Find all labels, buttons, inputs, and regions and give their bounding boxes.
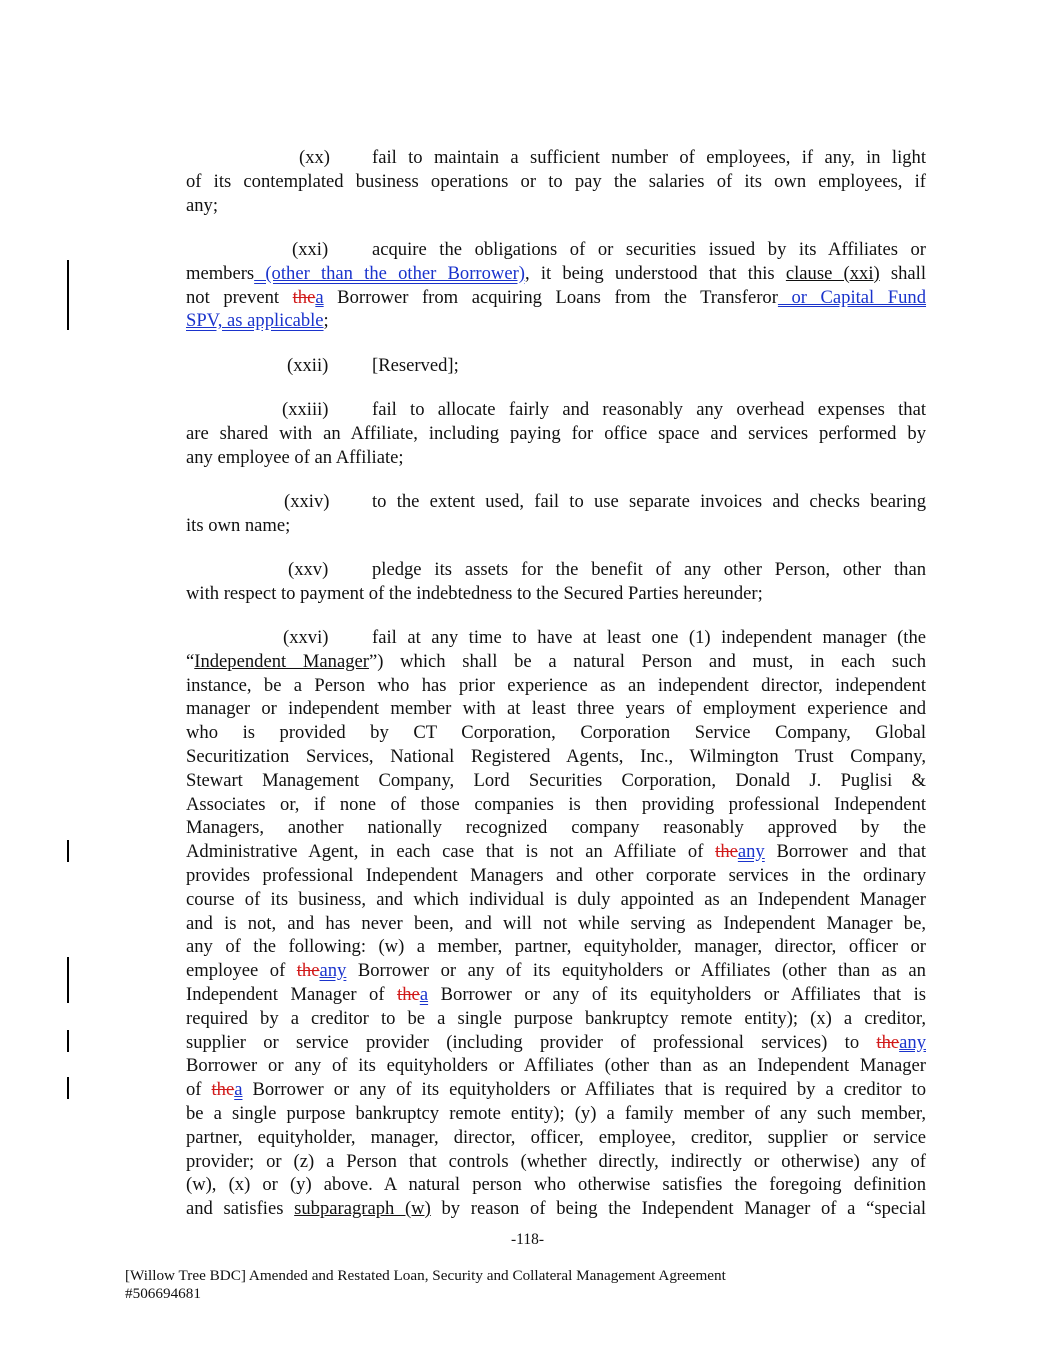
clause-text: Borrower and that bbox=[764, 841, 926, 863]
clause-text: Borrower or any of its equityholders or Affiliates that is bbox=[428, 983, 926, 1005]
change-bar bbox=[67, 260, 69, 330]
clause-text: supplier or service provider (including provider of professional services) to bbox=[186, 1031, 877, 1053]
clause-text: its own name; bbox=[186, 514, 291, 536]
clause-reference: subparagraph (w) bbox=[294, 1198, 431, 1220]
clause-text: of its contemplated business operations or to pay the salaries of its own employees, if bbox=[186, 170, 926, 192]
clause-text: members bbox=[186, 262, 255, 284]
deleted-text: the bbox=[397, 983, 420, 1005]
clause-text: of bbox=[186, 1079, 212, 1101]
clause-xxvi bbox=[186, 626, 926, 1221]
clause-text: provider; or (z) a Person that controls (whether directly, indirectly or otherwise) any of bbox=[186, 1150, 926, 1172]
defined-term: Independent Manager bbox=[194, 650, 369, 672]
clause-text: Administrative Agent, in each case that is not an Affiliate of bbox=[186, 841, 716, 863]
clause-reference: clause (xxi) bbox=[785, 262, 880, 284]
clause-text: instance, be a Person who has prior experience as an independent director, independent bbox=[186, 674, 926, 696]
clause-number: (xx) bbox=[299, 147, 330, 168]
inserted-text: any bbox=[899, 1031, 926, 1053]
clause-xx bbox=[186, 146, 926, 217]
footer bbox=[125, 1267, 726, 1303]
clause-xxiv bbox=[186, 490, 926, 538]
clause-text: Borrower or any of its equityholders or Affiliates that is required by a creditor to bbox=[242, 1079, 927, 1101]
clause-number: (xxiv) bbox=[284, 491, 330, 512]
clause-xxiii bbox=[186, 398, 926, 469]
clause-text: required by a creditor to be a single purpose bankruptcy remote entity); (x) a creditor, bbox=[186, 1007, 926, 1029]
clause-text: be a single purpose bankruptcy remote entity); (y) a family member of any such member, bbox=[186, 1102, 926, 1124]
clause-text: provides professional Independent Managers and other corporate services in the ordinary bbox=[186, 864, 926, 886]
clause-text: and is not, and has never been, and will not while serving as Independent Manager be, bbox=[186, 912, 926, 934]
clause-text: partner, equityholder, manager, director, officer, employee, creditor, supplier or service bbox=[186, 1126, 926, 1148]
clause-text: course of its business, and which individual is duly appointed as an Independent Manager bbox=[186, 888, 926, 910]
footer-doc-id: #506694681 bbox=[125, 1285, 201, 1302]
clause-text: fail to maintain a sufficient number of employees, if any, in light bbox=[372, 147, 926, 168]
clause-text: “ bbox=[186, 650, 195, 672]
change-bar bbox=[67, 1077, 69, 1099]
change-bar bbox=[67, 1030, 69, 1052]
page-number: -118- bbox=[511, 1231, 544, 1248]
clause-number: (xxiii) bbox=[282, 399, 329, 420]
clause-text: not prevent bbox=[186, 286, 293, 308]
clause-text: shall bbox=[879, 262, 927, 284]
inserted-text: (other than the other Borrower) bbox=[254, 262, 525, 284]
inserted-text: a bbox=[419, 983, 429, 1005]
clause-text: Borrower or any of its equityholders or Affiliates (other than as an Independent Manager bbox=[186, 1055, 926, 1077]
deleted-text: the bbox=[292, 286, 316, 308]
clause-xxv bbox=[186, 558, 926, 606]
clause-text: with respect to payment of the indebtedness to the Secured Parties hereunder; bbox=[186, 582, 763, 604]
inserted-text: or Capital Fund bbox=[777, 286, 927, 308]
inserted-text: a bbox=[234, 1079, 243, 1101]
clause-text: any; bbox=[186, 194, 219, 216]
clause-text: ; bbox=[323, 310, 329, 332]
clause-text: who is provided by CT Corporation, Corporation Service Company, Global bbox=[186, 722, 926, 744]
clause-text: Associates or, if none of those companies is then providing professional Independent bbox=[186, 793, 926, 815]
clause-text: employee of bbox=[186, 960, 297, 982]
clause-text: by reason of being the Independent Manager of a “special bbox=[430, 1198, 926, 1220]
clause-text: Securitization Services, National Registered Agents, Inc., Wilmington Trust Company, bbox=[186, 745, 926, 767]
clause-number: (xxvi) bbox=[283, 627, 329, 648]
clause-text: pledge its assets for the benefit of any other Person, other than bbox=[372, 559, 926, 580]
clause-number: (xxi) bbox=[292, 239, 329, 260]
clause-text: to the extent used, fail to use separate invoices and checks bearing bbox=[372, 491, 926, 512]
clause-text: and satisfies bbox=[186, 1198, 295, 1220]
change-bar bbox=[67, 840, 69, 862]
clause-text: ”) which shall be a natural Person and must, in each such bbox=[368, 650, 927, 672]
clause-number: (xxv) bbox=[288, 559, 329, 580]
inserted-text: SPV, as applicable bbox=[186, 310, 324, 332]
clause-text: (w), (x) or (y) above. A natural person who otherwise satisfies the foregoing definition bbox=[186, 1174, 926, 1196]
clause-text: , it being understood that this bbox=[524, 262, 786, 284]
deleted-text: the bbox=[715, 841, 738, 863]
clause-text: fail at any time to have at least one (1) independent manager (the bbox=[372, 627, 926, 648]
clause-text: Independent Manager of bbox=[186, 983, 398, 1005]
clause-text: [Reserved]; bbox=[372, 355, 459, 376]
deleted-text: the bbox=[211, 1079, 235, 1101]
deleted-text: the bbox=[876, 1031, 900, 1053]
clause-text: manager or independent member with at least three years of employment experience and bbox=[186, 698, 926, 720]
clause-number: (xxii) bbox=[287, 355, 329, 376]
clause-text: any employee of an Affiliate; bbox=[186, 446, 404, 468]
clause-text: Borrower or any of its equityholders or Affiliates (other than as an bbox=[346, 960, 926, 982]
inserted-text: any bbox=[319, 960, 347, 982]
clause-text: any of the following: (w) a member, partner, equityholder, manager, director, officer or bbox=[186, 936, 926, 958]
clause-text: Borrower from acquiring Loans from the Transferor bbox=[323, 286, 778, 308]
inserted-text: a bbox=[315, 286, 324, 308]
clause-text: fail to allocate fairly and reasonably any overhead expenses that bbox=[372, 399, 926, 420]
clause-xxi bbox=[186, 238, 926, 333]
footer-title: [Willow Tree BDC] Amended and Restated Loan, Security and Collateral Management Agreement bbox=[125, 1267, 726, 1284]
clause-text: Stewart Management Company, Lord Securities Corporation, Donald J. Puglisi & bbox=[186, 769, 926, 791]
clause-text: acquire the obligations of or securities issued by its Affiliates or bbox=[372, 239, 926, 260]
inserted-text: any bbox=[737, 841, 765, 863]
clause-text: Managers, another nationally recognized company reasonably approved by the bbox=[186, 817, 926, 839]
clause-xxii bbox=[186, 354, 926, 378]
change-bar bbox=[67, 957, 69, 1003]
clause-text: are shared with an Affiliate, including paying for office space and services performed by bbox=[186, 422, 926, 444]
deleted-text: the bbox=[296, 960, 320, 982]
